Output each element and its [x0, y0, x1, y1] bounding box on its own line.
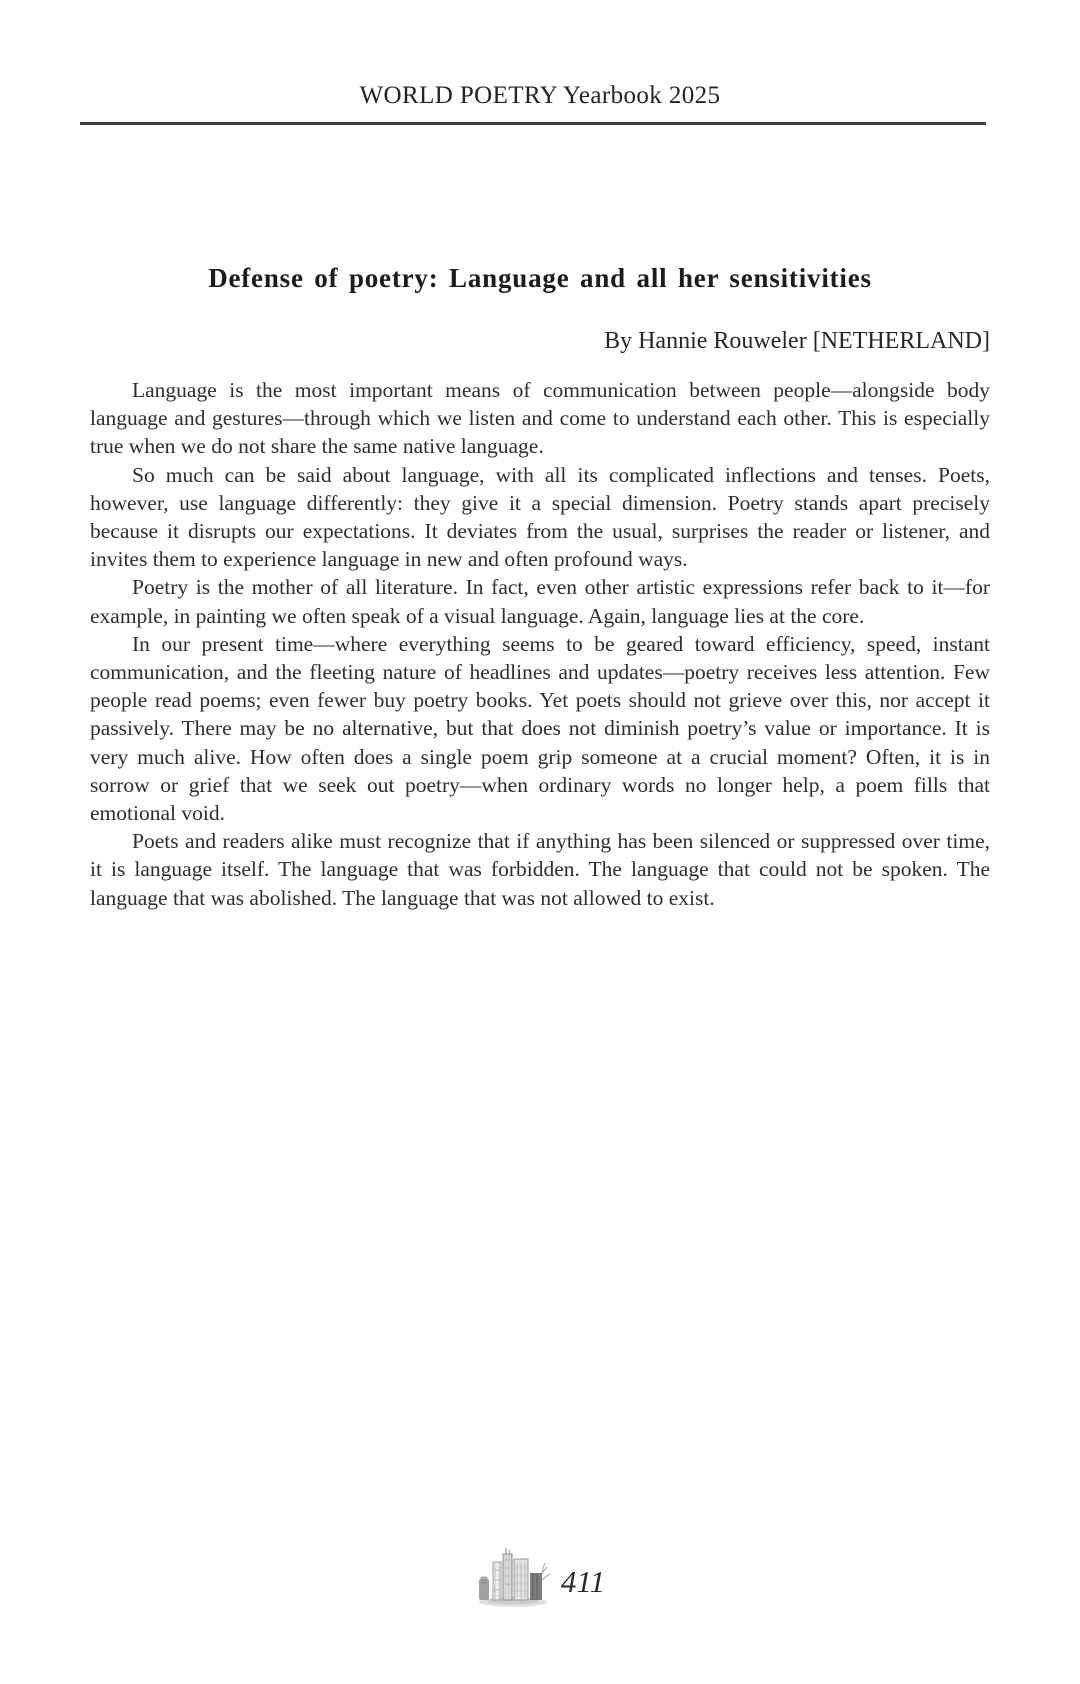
- paragraph-4: In our present time—where everything seems to be geared toward efficiency, speed, instant communication, and the fleeting nature of headlines and updates—poetry receives less attention. Few people read poems; even fewer buy poetry books. Yet poets should not grieve over this, nor accept it passively. There may be no alternative, but that does not diminish poetry’s value or importance. It is very much alive. How often does a single poem grip someone at a crucial moment? Often, it is in sorrow or grief that we seek out poetry—when ordinary words no longer help, a poem fills that emotional void.: [90, 631, 990, 826]
- paragraph-3: Poetry is the mother of all literature. In fact, even other artistic expressions refer back to it—for example, in painting we often speak of a visual language. Again, language lies at the core.: [90, 575, 990, 628]
- page-number: 411: [560, 1564, 606, 1599]
- city-skyline-sketch-icon: [475, 1546, 553, 1610]
- page-footer: [0, 1546, 1080, 1610]
- article-body: [90, 376, 990, 912]
- paragraph-1: Language is the most important means of communication between people—alongside body language and gestures—through which we listen and come to understand each other. This is especially true when we do not share the same native language.: [90, 378, 990, 459]
- article-byline: By Hannie Rouweler [NETHERLAND]: [604, 328, 990, 354]
- paragraph-2: So much can be said about language, with all its complicated inflections and tenses. Poets, however, use language differently: they give it a special dimension. Poetry stands apart precisely because it disrupts our expectations. It deviates from the usual, surprises the reader or listener, and invites them to experience language in new and often profound ways.: [90, 462, 990, 572]
- running-head: WORLD POETRY Yearbook 2025: [359, 82, 721, 109]
- header-rule: [80, 122, 986, 125]
- paragraph-5: Poets and readers alike must recognize that if anything has been silenced or suppressed over time, it is language itself. The language that was forbidden. The language that could not be spoken. The language that was abolished. The language that was not allowed to exist.: [90, 829, 990, 910]
- article-title: Defense of poetry: Language and all her sensitivities: [208, 263, 872, 293]
